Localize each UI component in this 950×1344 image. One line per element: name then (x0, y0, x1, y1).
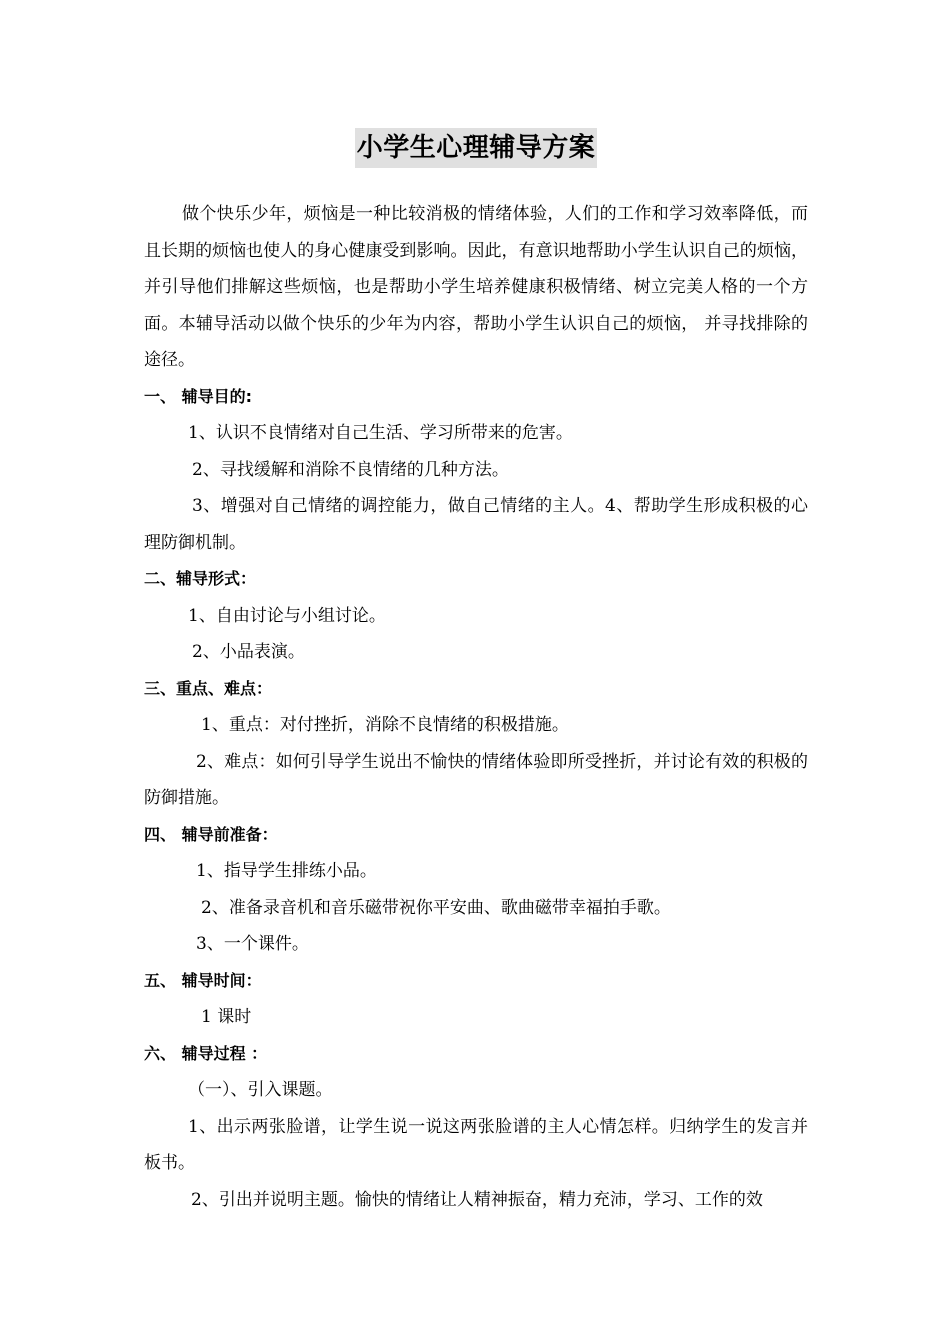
section-heading-focus: 三、重点、难点： (144, 678, 273, 698)
format-item-1: 1、自由讨论与小组讨论。 (188, 605, 386, 626)
time-item-1: 1 课时 (201, 1007, 252, 1027)
process-item-3: 2、引出并说明主题。愉快的情绪让人精神振奋，精力充沛，学习、工作的效 (191, 1189, 763, 1210)
section-heading-format: 二、辅导形式： (144, 569, 257, 588)
process-item-2: 1、出示两张脸谱，让学生说一说这两张脸谱的主人心情怎样。归纳学生的发言并板书。 (144, 1116, 808, 1173)
focus-item-2: 2、难点：如何引导学生说出不愉快的情绪体验即所受挫折，并讨论有效的积极的防御措施。 (144, 751, 808, 808)
format-item-2: 2、小品表演。 (192, 642, 305, 662)
section-heading-goals: 一、 辅导目的: (144, 386, 252, 406)
preparation-item-2: 2、准备录音机和音乐磁带祝你平安曲、歌曲磁带幸福拍手歌。 (201, 897, 671, 918)
process-item-1: （一）、引入课题。 (188, 1080, 333, 1100)
preparation-item-3: 3、一个课件。 (196, 934, 309, 954)
document-title: 小学生心理辅导方案 (355, 128, 598, 168)
goal-item-2: 2、寻找缓解和消除不良情绪的几种方法。 (192, 459, 509, 480)
section-heading-process: 六、 辅导过程 ： (144, 1043, 268, 1063)
preparation-item-1: 1、指导学生排练小品。 (196, 861, 377, 881)
section-heading-time: 五、 辅导时间： (144, 970, 262, 990)
goal-item-1: 1、认识不良情绪对自己生活、学习所带来的危害。 (188, 423, 573, 443)
intro-paragraph: 做个快乐少年，烦恼是一种比较消极的情绪体验，人们的工作和学习效率降低，而且长期的烦恼也使人的身心健康受到影响。因此，有意识地帮助小学生认识自己的烦恼，并引导他们排解这些烦恼，也是帮助小学生培养健康积极情绪、树立完美人格的一个方面。本辅导活动以做个快乐的少年为内容，帮助小学生认识自己的烦恼， 并寻找排除的途径。 (144, 204, 808, 370)
section-heading-preparation: 四、 辅导前准备： (144, 824, 278, 844)
goal-item-3: 3、增强对自己情绪的调控能力，做自己情绪的主人。4、帮助学生形成积极的心理防御机制。 (144, 496, 808, 553)
title-block (144, 128, 808, 168)
focus-item-1: 1、重点：对付挫折，消除不良情绪的积极措施。 (201, 715, 569, 735)
document-page (144, 128, 808, 1218)
